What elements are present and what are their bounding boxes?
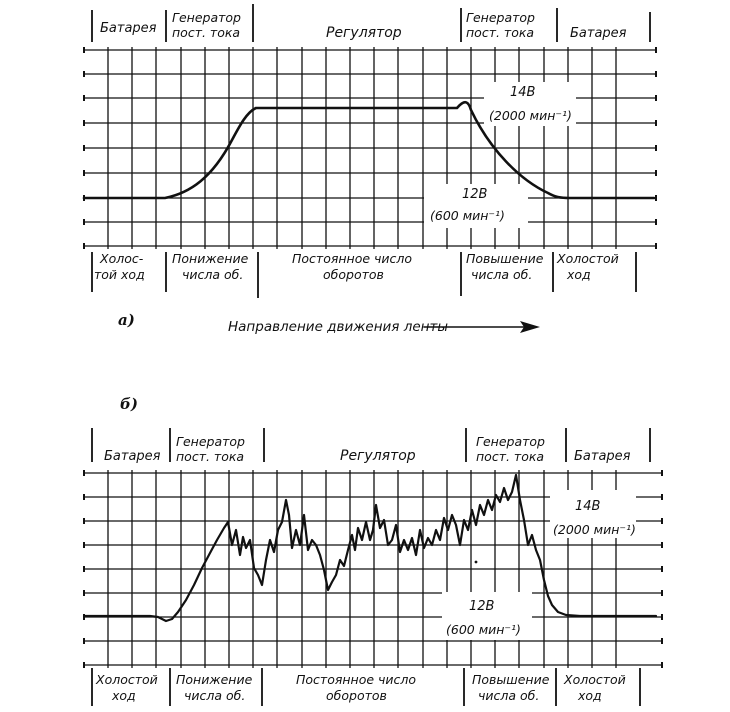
panel-a-label-increase-2: числа об. (471, 267, 533, 282)
panel-a-label-generator-left-2: пост. тока (172, 25, 241, 40)
tape-direction-label: Направление движения ленты (228, 319, 449, 335)
panel-a-label-battery-right: Батарея (570, 26, 627, 41)
panel-b (84, 395, 662, 706)
panel-a-label-idle-left-2: той ход (94, 267, 145, 282)
panel-b-label-idle-right-2: ход (578, 688, 602, 703)
panel-b-label-generator-left-1: Генератор (176, 434, 245, 449)
panel-a-label-decrease-2: числа об. (182, 267, 244, 282)
panel-a (84, 4, 656, 329)
panel-b-label-decrease-1: Понижение (176, 672, 253, 687)
panel-b-label-decrease-2: числа об. (184, 688, 246, 703)
panel-a-label-idle-left-1: Холос- (100, 251, 144, 266)
panel-a-label-battery-left: Батарея (100, 21, 157, 36)
panel-b-label-constant-1: Постоянное число (296, 672, 417, 687)
panel-b-label-idle-left-2: ход (112, 688, 136, 703)
panel-b-label-idle-right-1: Холостой (564, 672, 626, 687)
panel-b-label-generator-right-1: Генератор (476, 434, 545, 449)
panel-b-label-generator-left-2: пост. тока (176, 449, 245, 464)
panel-a-label-decrease-1: Понижение (172, 251, 249, 266)
panel-a-annotation-14v: 14В (510, 85, 536, 100)
panel-b-label-increase-2: числа об. (478, 688, 540, 703)
panel-b-annotation-600rpm: (600 мин⁻¹) (446, 622, 521, 637)
panel-a-label-constant-1: Постоянное число (292, 251, 413, 266)
panel-b-label-constant-2: оборотов (326, 688, 387, 703)
panel-b-ink-dot (475, 561, 478, 564)
panel-a-label-regulator: Регулятор (326, 25, 402, 41)
panel-a-label-generator-left-1: Генератор (172, 10, 241, 25)
panel-a-label-increase-1: Повышение (466, 251, 544, 266)
panel-b-label-battery-right: Батарея (574, 449, 631, 464)
panel-b-annotation-12v: 12В (469, 599, 495, 614)
panel-b-annotation-2000rpm: (2000 мин⁻¹) (553, 522, 636, 537)
panel-b-annotation-14v: 14В (575, 499, 601, 514)
panel-a-label-generator-right-1: Генератор (466, 10, 535, 25)
panel-a-annotation-12v: 12В (462, 187, 488, 202)
tape-direction (228, 319, 540, 335)
panel-b-label-idle-left-1: Холостой (96, 672, 158, 687)
panel-a-annotation-600rpm: (600 мин⁻¹) (430, 208, 505, 223)
panel-b-label-regulator: Регулятор (340, 448, 416, 464)
panel-a-label-idle-right-1: Холостой (557, 251, 619, 266)
panel-a-label-idle-right-2: ход (567, 267, 591, 282)
panel-a-letter: а) (118, 311, 135, 329)
panel-b-label-generator-right-2: пост. тока (476, 449, 545, 464)
panel-a-grid (84, 47, 656, 249)
panel-a-label-generator-right-2: пост. тока (466, 25, 535, 40)
panel-b-letter: б) (120, 395, 138, 413)
panel-a-annotation-2000rpm: (2000 мин⁻¹) (489, 108, 572, 123)
panel-b-label-increase-1: Повышение (472, 672, 550, 687)
panel-a-label-constant-2: оборотов (323, 267, 384, 282)
panel-b-label-battery-left: Батарея (104, 449, 161, 464)
